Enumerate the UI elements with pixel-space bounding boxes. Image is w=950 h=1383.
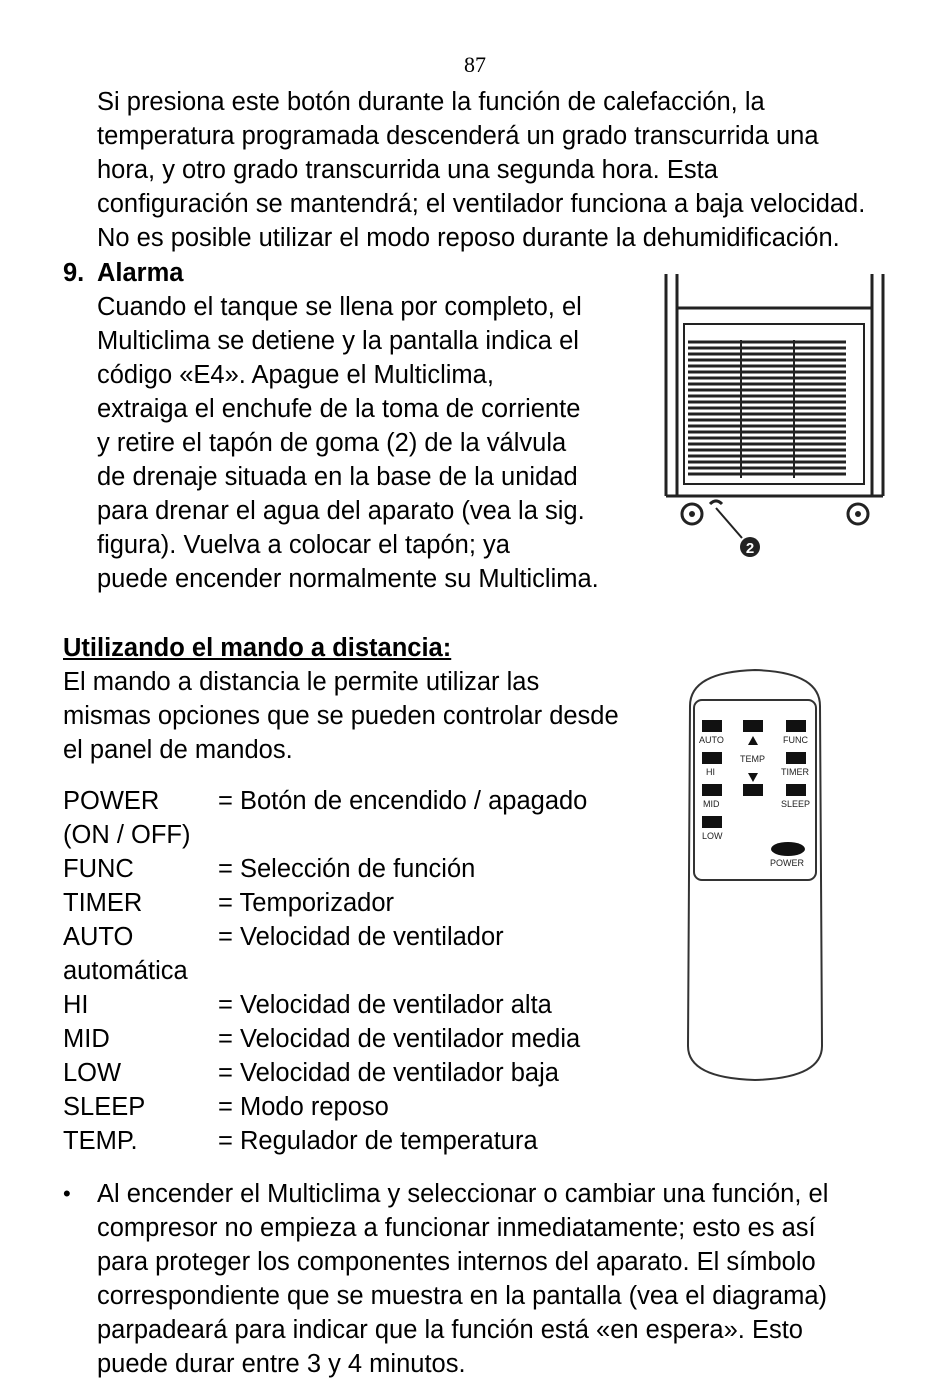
text-line: puede durar entre 3 y 4 minutos. [97, 1350, 466, 1378]
remote-label-mid: MID [703, 799, 720, 809]
mid-button [702, 784, 722, 796]
legend-row [63, 886, 394, 920]
legend-value: = Temporizador [218, 889, 394, 917]
auto-button [702, 720, 722, 732]
legend-key: (ON / OFF) [63, 821, 191, 849]
remote-label-auto: AUTO [699, 735, 724, 745]
text-line: parpadeará para indicar que la función está «en espera». Esto [97, 1316, 803, 1344]
text-line: Multiclima se detiene y la pantalla indica el [97, 327, 579, 355]
text-line: mismas opciones que se pueden controlar desde [63, 702, 619, 730]
text-line: configuración se mantendrá; el ventilador funciona a baja velocidad. [97, 190, 866, 218]
legend-value: = Velocidad de ventilador baja [218, 1059, 559, 1087]
remote-label-power: POWER [770, 858, 805, 868]
page-number: 87 [464, 52, 486, 77]
remote-label-temp: TEMP [740, 754, 766, 764]
legend-value: = Botón de encendido / apagado [218, 787, 588, 815]
section-title: Alarma [97, 259, 184, 287]
text-line: el panel de mandos. [63, 736, 293, 764]
legend-key: SLEEP [63, 1093, 146, 1121]
func-button [786, 720, 806, 732]
legend-row [63, 818, 218, 852]
text-line: compresor no empieza a funcionar inmediatamente; esto es así [97, 1214, 816, 1242]
legend-row [63, 988, 552, 1022]
legend-key: AUTO [63, 923, 134, 951]
legend-row [63, 784, 587, 818]
section-number: 9. [63, 259, 85, 287]
remote-label-low: LOW [702, 831, 723, 841]
legend-key: LOW [63, 1059, 122, 1087]
text-line: El mando a distancia le permite utilizar las [63, 668, 540, 696]
legend-row [63, 852, 475, 886]
text-line: para proteger los componentes internos del aparato. El símbolo [97, 1248, 816, 1276]
legend-value: = Regulador de temperatura [218, 1127, 538, 1155]
text-line: Si presiona este botón durante la función de calefacción, la [97, 88, 765, 116]
power-button [771, 842, 805, 856]
legend-row [63, 1056, 559, 1090]
legend-value: = Velocidad de ventilador alta [218, 991, 552, 1019]
temp-down-button [743, 784, 763, 796]
text-line: Cuando el tanque se llena por completo, el [97, 293, 582, 321]
legend-row [63, 1022, 580, 1056]
legend-key: MID [63, 1025, 110, 1053]
temp-up-button [743, 720, 763, 732]
remote-label-hi: HI [706, 767, 715, 777]
legend-key: HI [63, 991, 89, 1019]
remote-label-timer: TIMER [781, 767, 809, 777]
text-line: temperatura programada descenderá un grado transcurrida una [97, 122, 819, 150]
legend-row [63, 954, 218, 988]
text-line: figura). Vuelva a colocar el tapón; ya [97, 531, 510, 559]
legend-key: POWER [63, 787, 160, 815]
legend-row [63, 1090, 389, 1124]
remote-label-func: FUNC [783, 735, 808, 745]
bullet-marker: • [63, 1181, 71, 1206]
legend-row [63, 920, 504, 954]
legend-key: automática [63, 957, 188, 985]
text-line: y retire el tapón de goma (2) de la válvula [97, 429, 567, 457]
low-button [702, 816, 722, 828]
remote-label-sleep: SLEEP [781, 799, 811, 809]
text-line: correspondiente que se muestra en la pantalla (vea el diagrama) [97, 1282, 828, 1310]
timer-button [786, 752, 806, 764]
text-line: para drenar el agua del aparato (vea la sig. [97, 497, 585, 525]
text-line: de drenaje situada en la base de la unidad [97, 463, 578, 491]
text-line: hora, y otro grado transcurrida una segunda hora. Esta [97, 156, 718, 184]
sleep-button [786, 784, 806, 796]
section-heading: Utilizando el mando a distancia: [63, 634, 452, 662]
callout-number: 2 [745, 540, 755, 557]
text-line: extraiga el enchufe de la toma de corriente [97, 395, 581, 423]
legend-value: = Velocidad de ventilador media [218, 1025, 581, 1053]
legend-value: = Selección de función [218, 855, 476, 883]
text-line: Al encender el Multiclima y seleccionar o cambiar una función, el [97, 1180, 829, 1208]
legend-value: = Modo reposo [218, 1093, 389, 1121]
text-line: puede encender normalmente su Multiclima. [97, 565, 599, 593]
legend-value: = Velocidad de ventilador [218, 923, 504, 951]
legend-key: FUNC [63, 855, 134, 883]
legend-key: TEMP. [63, 1127, 138, 1155]
remote-control-illustration [680, 666, 830, 1086]
legend-row [63, 1124, 538, 1158]
unit-drain-illustration [650, 268, 900, 568]
text-line: No es posible utilizar el modo reposo durante la dehumidificación. [97, 224, 840, 252]
text-line: código «E4». Apague el Multiclima, [97, 361, 494, 389]
hi-button [702, 752, 722, 764]
legend-key: TIMER [63, 889, 143, 917]
